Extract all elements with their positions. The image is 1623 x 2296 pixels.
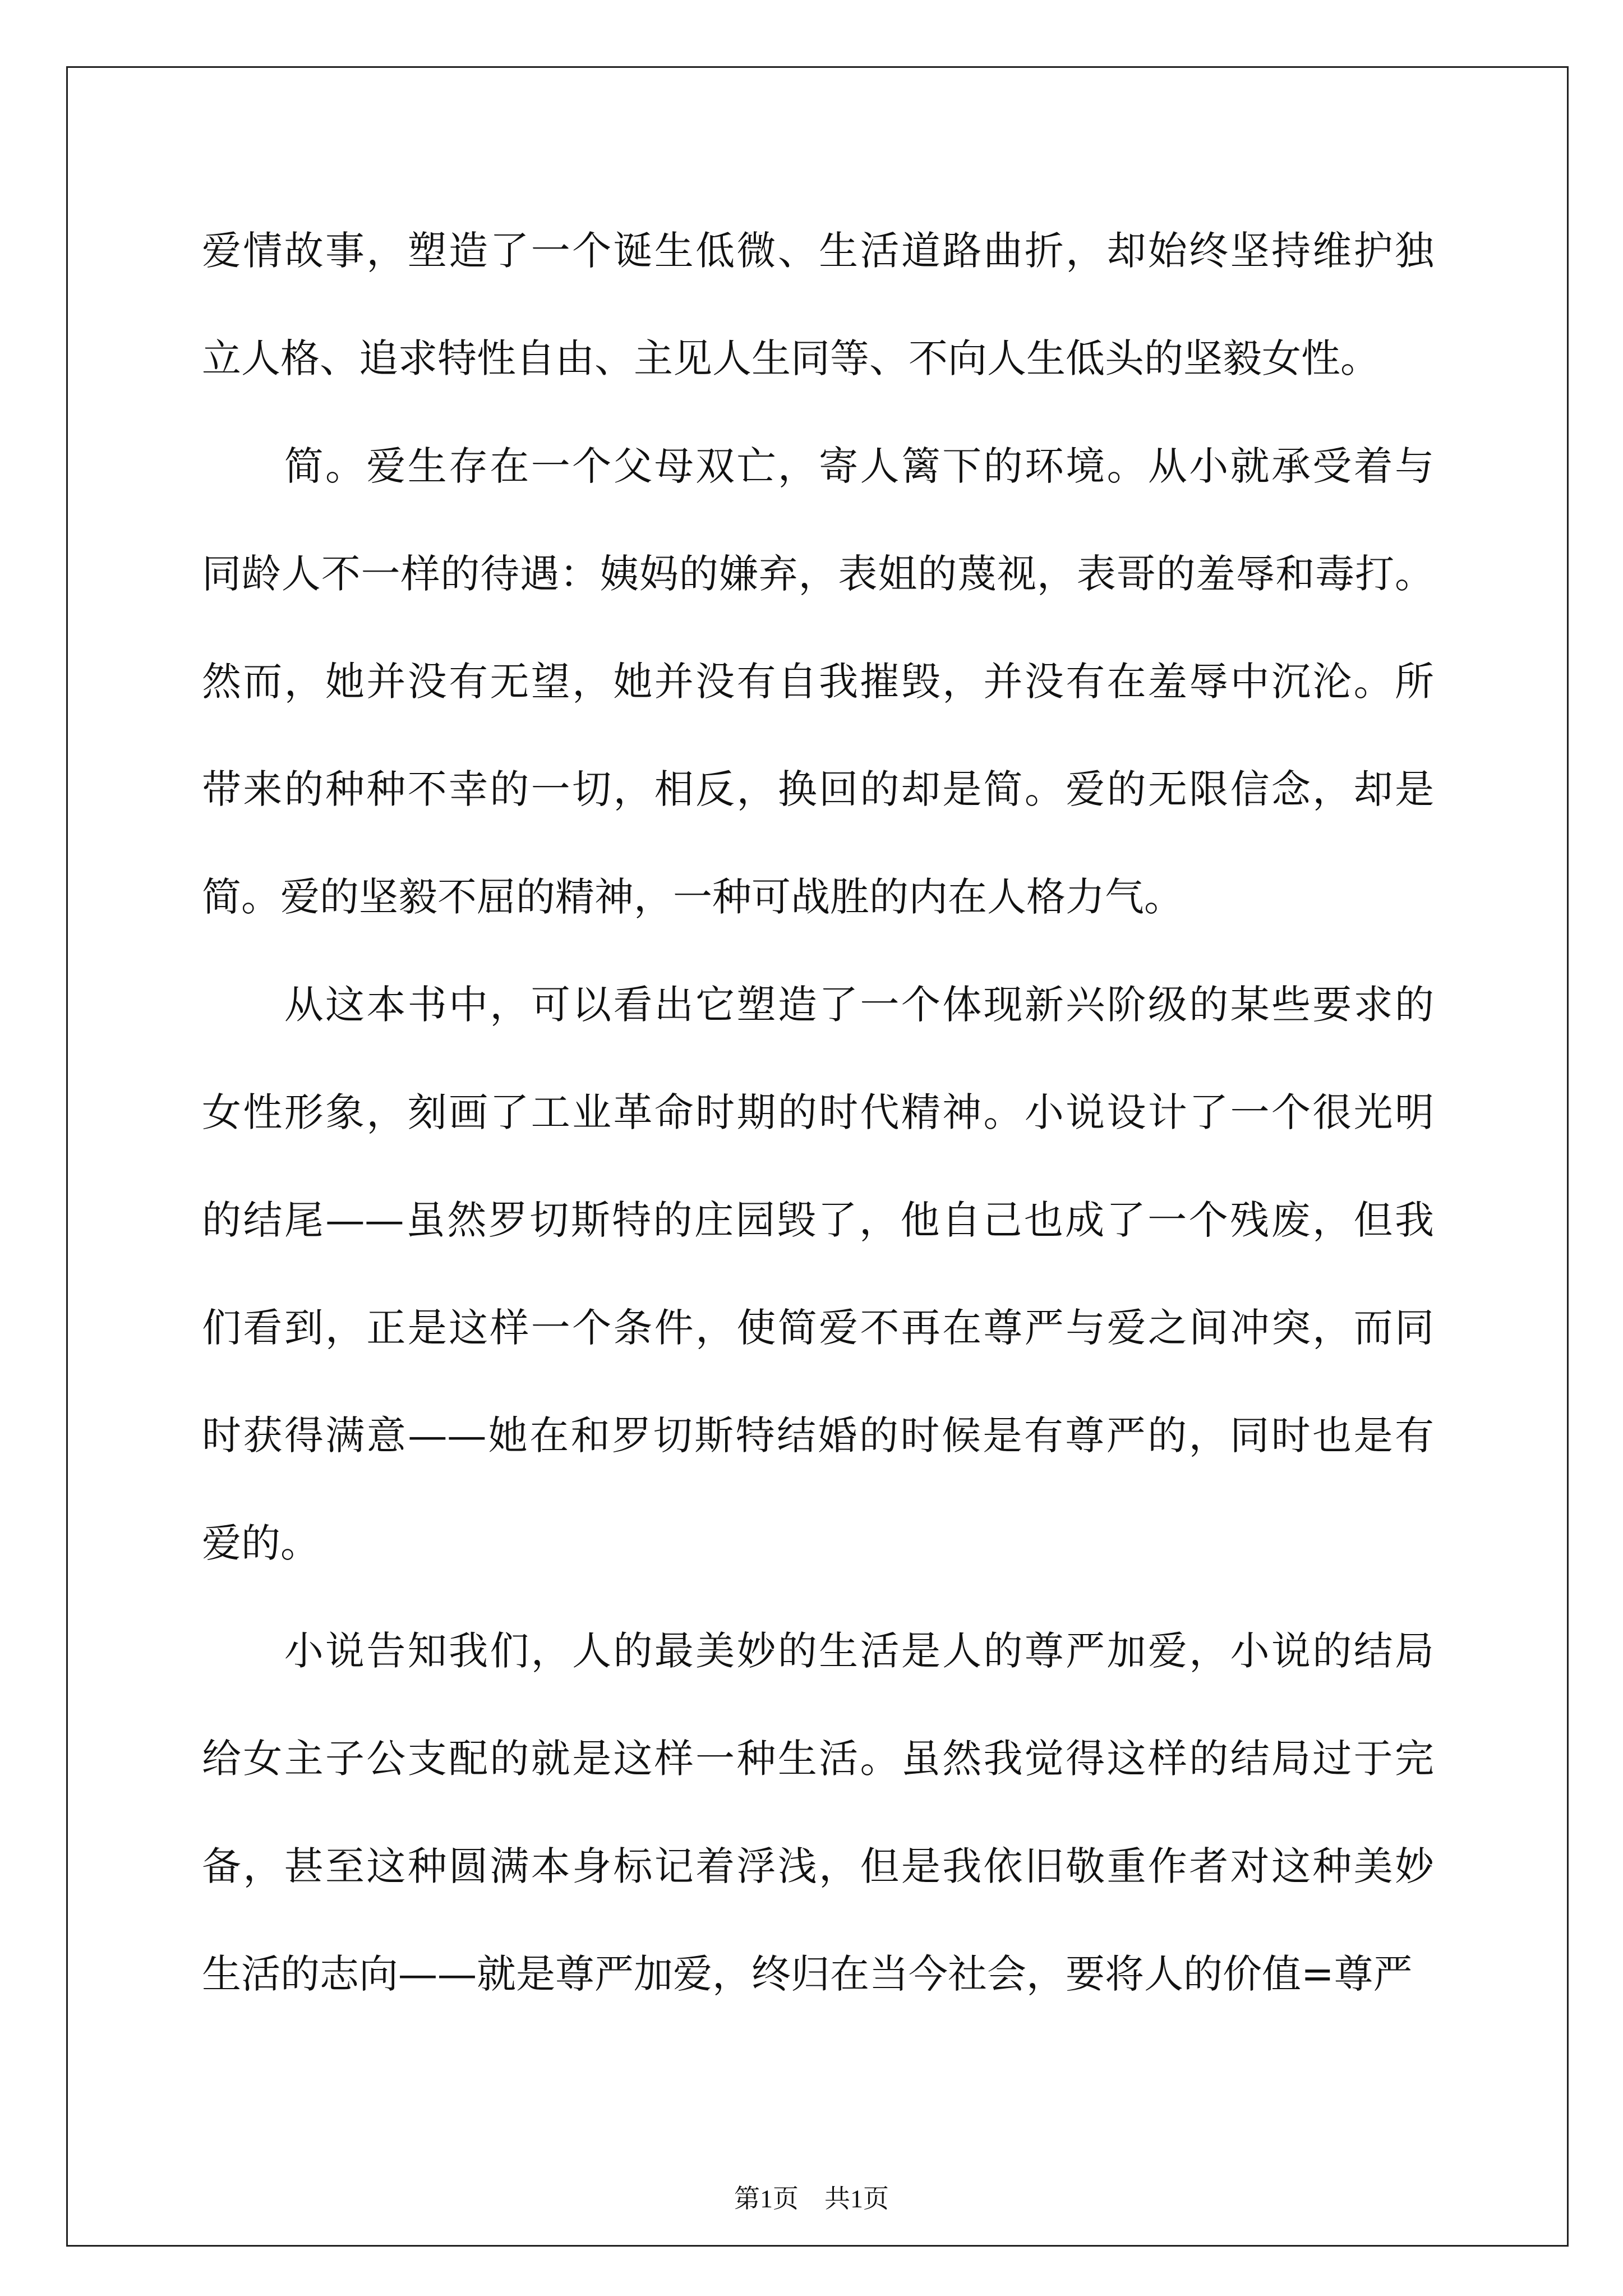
body-text — [202, 197, 1434, 2028]
text-line: 简。爱生存在一个父母双亡，寄人篱下的环境。从小就承受着与 — [202, 443, 1434, 489]
text-line: 从这本书中，可以看出它塑造了一个体现新兴阶级的某些要求的 — [202, 982, 1434, 1028]
text-line: 简。爱的坚毅不屈的精神，一种可战胜的内在人格力气。 — [202, 874, 1183, 920]
text-line: 给女主子公支配的就是这样一种生活。虽然我觉得这样的结局过于完 — [202, 1736, 1434, 1782]
text-line: 女性形象，刻画了工业革命时期的时代精神。小说设计了一个很光明 — [202, 1089, 1434, 1135]
text-line: 时获得满意——她在和罗切斯特结婚的时候是有尊严的，同时也是有 — [202, 1412, 1434, 1458]
text-line: 爱情故事，塑造了一个诞生低微、生活道路曲折，却始终坚持维护独 — [202, 228, 1434, 274]
text-line: 生活的志向——就是尊严加爱，终归在当今社会，要将人的价值=尊严 — [202, 1951, 1413, 1997]
text-line: 带来的种种不幸的一切，相反，换回的却是简。爱的无限信念，却是 — [202, 766, 1434, 812]
paragraph — [202, 197, 1434, 412]
paragraph — [202, 412, 1434, 951]
text-line: 小说告知我们，人的最美妙的生活是人的尊严加爱，小说的结局 — [202, 1628, 1434, 1674]
text-line: 的结尾——虽然罗切斯特的庄园毁了，他自己也成了一个残废，但我 — [202, 1197, 1434, 1243]
paragraph — [202, 1597, 1434, 2028]
page-number-footer: 第1页 共1页 — [734, 2184, 889, 2213]
text-line: 然而，她并没有无望，她并没有自我摧毁，并没有在羞辱中沉沦。所 — [202, 659, 1434, 705]
text-line: 爱的。 — [202, 1520, 320, 1566]
text-line: 立人格、追求特性自由、主见人生同等、不向人生低头的坚毅女性。 — [202, 335, 1380, 381]
text-line: 们看到，正是这样一个条件，使简爱不再在尊严与爱之间冲突，而同 — [202, 1305, 1434, 1351]
text-line: 同龄人不一样的待遇：姨妈的嫌弃，表姐的蔑视，表哥的羞辱和毒打。 — [202, 551, 1434, 597]
text-line: 备，甚至这种圆满本身标记着浮浅，但是我依旧敬重作者对这种美妙 — [202, 1843, 1434, 1889]
paragraph — [202, 951, 1434, 1597]
